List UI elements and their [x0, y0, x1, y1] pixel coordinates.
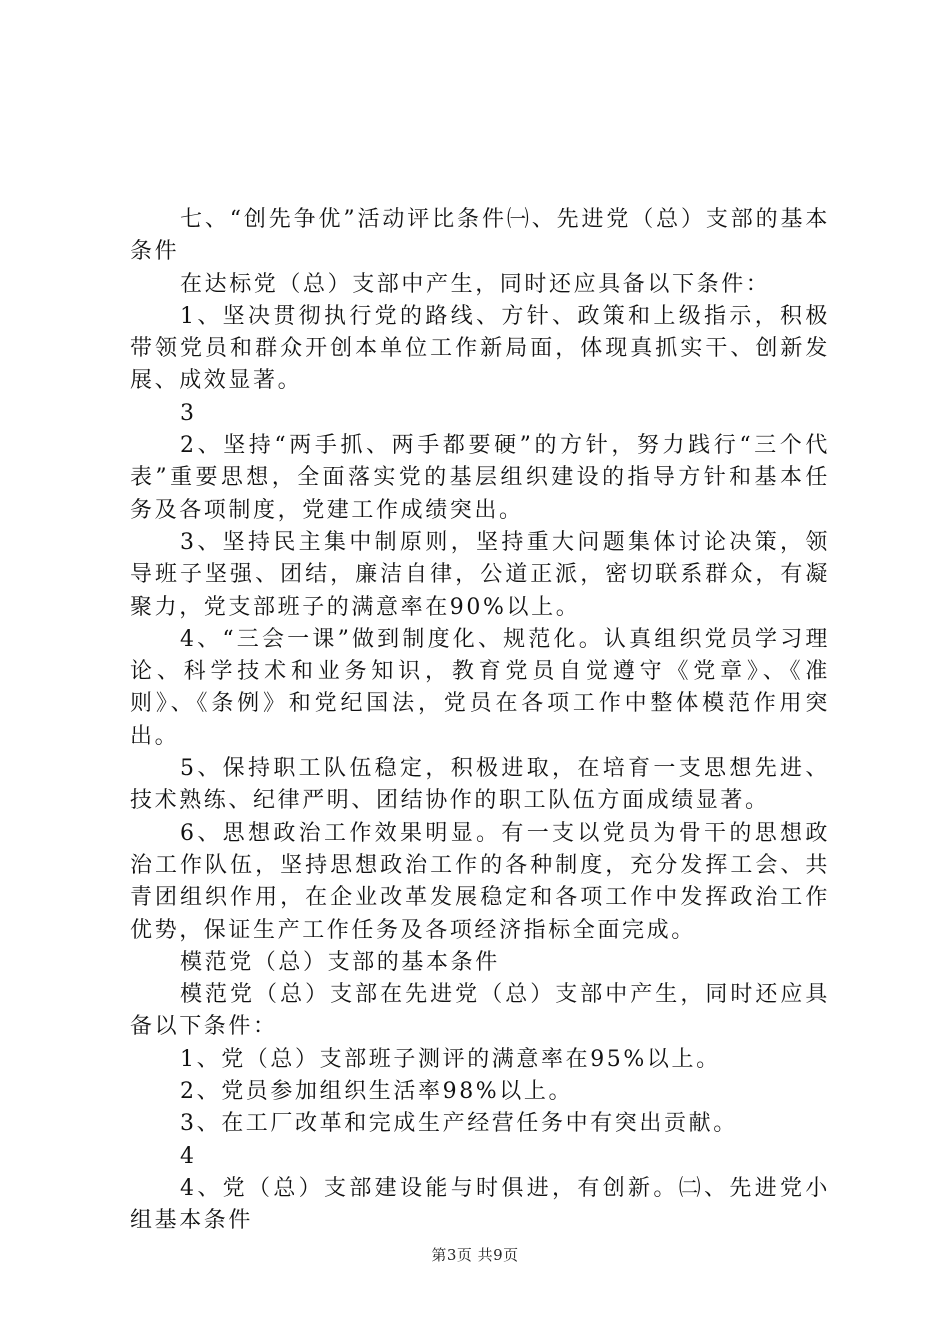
list-item: 5、保持职工队伍稳定，积极进取，在培育一支思想先进、技术熟练、纪律严明、团结协作的职工队伍方面成绩显著。 [130, 756, 830, 814]
list-item: 4、党（总）支部建设能与时俱进，有创新。㈡、先进党小组基本条件 [130, 1175, 830, 1234]
document-body [130, 204, 830, 1238]
list-item: 6、思想政治工作效果明显。有一支以党员为骨干的思想政治工作队伍，坚持思想政治工作的各种制度，充分发挥工会、共青团组织作用，在企业改革发展稳定和各项工作中发挥政治工作优势，保证生产工作任务及各项经济指标全面完成。 [130, 820, 830, 943]
list-item: 3、坚持民主集中制原则，坚持重大问题集体讨论决策，领导班子坚强、团结，廉洁自律，公道正派，密切联系群众，有凝聚力，党支部班子的满意率在90%以上。 [130, 529, 830, 620]
section-heading: 七、“创先争优”活动评比条件㈠、先进党（总）支部的基本条件 [130, 207, 830, 265]
list-item: 4、“三会一课”做到制度化、规范化。认真组织党员学习理论、科学技术和业务知识，教育党员自觉遵守《党章》、《准则》、《条例》和党纪国法，党员在各项工作中整体模范作用突出。 [130, 626, 830, 749]
page-number-inline: 4 [180, 1143, 197, 1169]
page-footer: 第3页 共9页 [431, 1246, 519, 1264]
list-item: 1、坚决贯彻执行党的路线、方针、政策和上级指示，积极带领党员和群众开创本单位工作新局面，体现真抓实干、创新发展、成效显著。 [130, 303, 830, 394]
paragraph: 模范党（总）支部在先进党（总）支部中产生，同时还应具备以下条件： [130, 982, 830, 1040]
list-item: 2、党员参加组织生活率98%以上。 [180, 1079, 574, 1105]
list-item: 2、坚持“两手抓、两手都要硬”的方针，努力践行“三个代表”重要思想，全面落实党的基层组织建设的指导方针和基本任务及各项制度，党建工作成绩突出。 [130, 433, 830, 523]
subsection-heading: 模范党（总）支部的基本条件 [180, 949, 500, 975]
list-item: 1、党（总）支部班子测评的满意率在95%以上。 [180, 1046, 721, 1072]
list-item: 3、在工厂改革和完成生产经营任务中有突出贡献。 [180, 1111, 738, 1137]
page-number-inline: 3 [180, 400, 197, 426]
paragraph: 在达标党（总）支部中产生，同时还应具备以下条件： [180, 271, 771, 297]
